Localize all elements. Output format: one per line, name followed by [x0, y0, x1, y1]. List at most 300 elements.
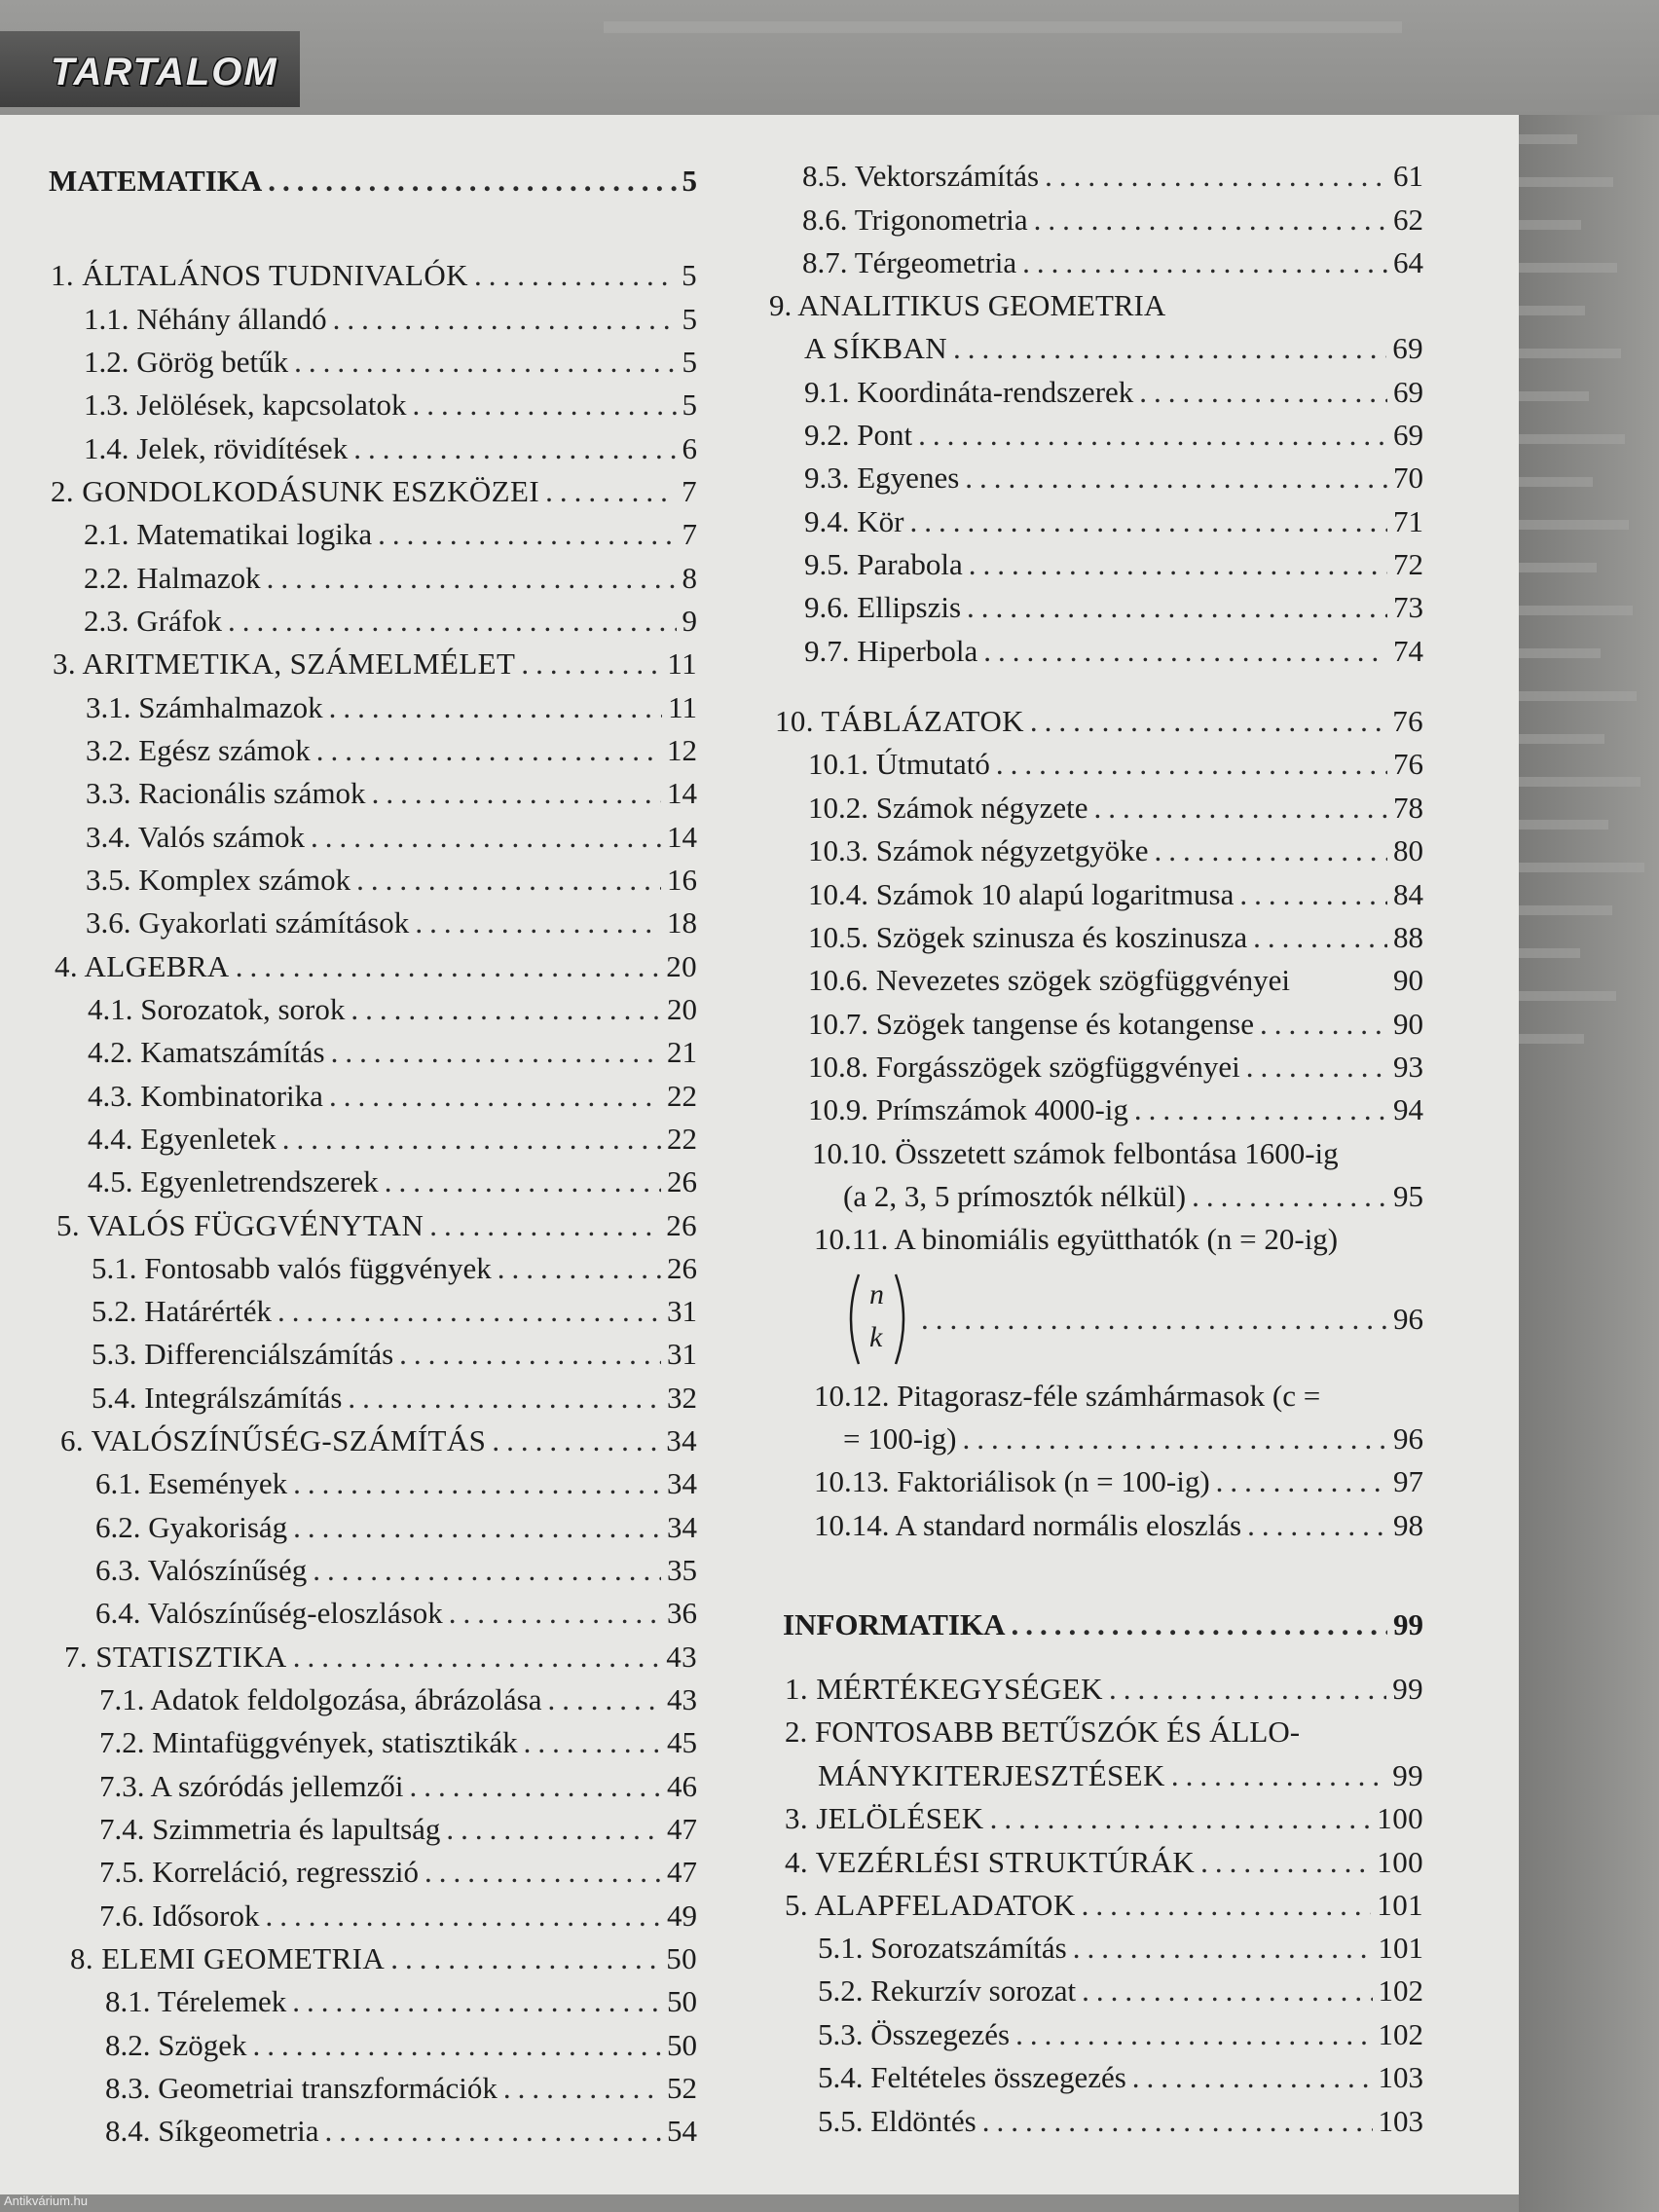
- page-number: 8: [682, 561, 697, 595]
- leader-dots: [1192, 1176, 1387, 1217]
- toc-entry[interactable]: [99, 1809, 697, 1850]
- toc-label: 5.3. Összegezés: [818, 2017, 1011, 2051]
- toc-label: 5.1. Fontosabb valós függvények: [92, 1251, 492, 1285]
- toc-entry[interactable]: [84, 299, 697, 340]
- toc-label: 7.1. Adatok feldolgozása, ábrázolása: [99, 1682, 542, 1716]
- leader-dots: [1082, 1971, 1372, 2011]
- toc-entry[interactable]: [84, 385, 697, 425]
- leader-dots: [292, 1981, 661, 2022]
- toc-label: 7. STATISZTIKA: [64, 1640, 287, 1674]
- page-number: 50: [667, 1984, 697, 2018]
- toc-entry[interactable]: [814, 1505, 1423, 1546]
- page-number: 61: [1393, 159, 1423, 193]
- toc-label: A SÍKBAN: [804, 331, 948, 365]
- page-number: 99: [1392, 1672, 1423, 1706]
- toc-chapter[interactable]: [785, 1842, 1423, 1883]
- toc-entry[interactable]: [804, 501, 1423, 542]
- toc-entry-line: 2. FONTOSABB BETŰSZÓK ÉS ÁLLO-: [785, 1714, 1301, 1749]
- toc-label: INFORMATIKA: [783, 1607, 1006, 1641]
- toc-label: 10. TÁBLÁZATOK: [775, 704, 1024, 738]
- page-number: 97: [1393, 1464, 1423, 1498]
- leader-dots: [236, 946, 661, 987]
- toc-label: 3.3. Racionális számok: [86, 776, 366, 810]
- toc-label: 10.4. Számok 10 alapú logaritmusa: [808, 877, 1235, 911]
- toc-label: 5.3. Differenciálszámítás: [92, 1337, 394, 1371]
- page-number: 16: [667, 863, 697, 897]
- leader-dots: [348, 1378, 661, 1419]
- toc-entry[interactable]: [95, 1593, 697, 1634]
- toc-label: 8.7. Térgeometria: [802, 245, 1017, 279]
- page-number: 74: [1393, 634, 1423, 668]
- toc-entry[interactable]: [88, 1032, 697, 1073]
- toc-entry[interactable]: [818, 2057, 1423, 2098]
- toc-chapter[interactable]: [64, 1637, 697, 1677]
- toc-label: 1.2. Görög betűk: [84, 345, 289, 379]
- page-number: 54: [667, 2114, 697, 2148]
- leader-dots: [372, 773, 661, 814]
- toc-entry[interactable]: [804, 372, 1423, 413]
- leader-dots: [293, 1463, 661, 1504]
- page-number: 5: [682, 345, 697, 379]
- toc-label: 5.5. Eldöntés: [818, 2104, 977, 2138]
- toc-label: 10.6. Nevezetes szögek szögfüggvényei: [808, 963, 1290, 997]
- leader-dots: [1073, 1928, 1373, 1969]
- toc-entry[interactable]: [86, 860, 697, 901]
- page-number: 21: [667, 1035, 697, 1069]
- toc-label: 7.6. Idősorok: [99, 1899, 260, 1933]
- page-number: 14: [667, 776, 697, 810]
- toc-label: 3.2. Egész számok: [86, 733, 311, 767]
- toc-chapter[interactable]: [785, 1669, 1423, 1710]
- toc-entry[interactable]: [808, 917, 1423, 958]
- leader-dots: [412, 385, 676, 425]
- page-number: 96: [1393, 1421, 1423, 1456]
- page-number: 11: [668, 690, 697, 724]
- toc-entry[interactable]: [105, 2025, 697, 2066]
- page-number: 34: [667, 1510, 697, 1544]
- show-through-line: [1519, 391, 1589, 401]
- show-through-line: [1519, 905, 1612, 915]
- toc-label: 5. VALÓS FÜGGVÉNYTAN: [56, 1208, 424, 1242]
- toc-entry[interactable]: [818, 2014, 1423, 2055]
- toc-section-heading[interactable]: [783, 1604, 1423, 1645]
- page-number: 6: [682, 431, 697, 465]
- toc-entry[interactable]: [804, 631, 1423, 672]
- page-number: 100: [1377, 1845, 1423, 1879]
- page-number: 90: [1393, 963, 1423, 997]
- toc-chapter[interactable]: [51, 255, 697, 296]
- show-through-line: [1519, 134, 1577, 144]
- toc-entry[interactable]: [915, 1299, 1423, 1340]
- toc-entry[interactable]: [84, 342, 697, 383]
- toc-label: 8.5. Vektorszámítás: [802, 159, 1040, 193]
- toc-entry[interactable]: [95, 1507, 697, 1548]
- leader-dots: [329, 687, 663, 728]
- toc-chapter[interactable]: [818, 1755, 1423, 1796]
- toc-chapter[interactable]: [775, 701, 1423, 742]
- page-number: 43: [667, 1682, 697, 1716]
- show-through-text: [604, 21, 1402, 33]
- leader-dots: [316, 730, 661, 771]
- toc-entry[interactable]: [92, 1248, 697, 1289]
- page-number: 26: [667, 1164, 697, 1198]
- leader-dots: [429, 1205, 660, 1246]
- page-number: 46: [667, 1769, 697, 1803]
- show-through-line: [1519, 263, 1617, 273]
- leader-dots: [313, 1550, 661, 1591]
- leader-dots: [268, 161, 676, 202]
- leader-dots: [311, 817, 661, 858]
- leader-dots: [1011, 1604, 1387, 1645]
- leader-dots: [548, 1679, 662, 1720]
- leader-dots: [333, 299, 677, 340]
- toc-chapter[interactable]: [60, 1420, 697, 1461]
- toc-label: 3. JELÖLÉSEK: [785, 1801, 984, 1835]
- leader-dots: [1139, 372, 1387, 413]
- toc-label: 5.1. Sorozatszámítás: [818, 1931, 1067, 1965]
- toc-label: 7.4. Szimmetria és lapultság: [99, 1812, 441, 1846]
- toc-label: 9.3. Egyenes: [804, 461, 960, 495]
- leader-dots: [228, 601, 676, 642]
- leader-dots: [424, 1852, 661, 1893]
- toc-entry[interactable]: [804, 415, 1423, 456]
- toc-label: MÁNYKITERJESZTÉSEK: [818, 1758, 1165, 1792]
- leader-dots: [503, 2068, 661, 2109]
- show-through-line: [1519, 734, 1604, 744]
- leader-dots: [990, 1798, 1372, 1839]
- leader-dots: [265, 1896, 661, 1936]
- toc-label: 6. VALÓSZÍNŰSÉG-SZÁMÍTÁS: [60, 1423, 487, 1457]
- leader-dots: [953, 328, 1386, 369]
- page-number: 50: [667, 2028, 697, 2062]
- show-through-line: [1519, 648, 1601, 658]
- page-number: 102: [1378, 1973, 1423, 2008]
- show-through-line: [1519, 349, 1621, 358]
- toc-entry[interactable]: [99, 1679, 697, 1720]
- toc-chapter[interactable]: [785, 1798, 1423, 1839]
- leader-dots: [1132, 2057, 1373, 2098]
- leader-dots: [474, 255, 676, 296]
- page-number: 88: [1393, 920, 1423, 954]
- toc-label: = 100-ig): [843, 1421, 957, 1456]
- page-number: 62: [1393, 203, 1423, 237]
- toc-label: 6.4. Valószínűség-eloszlások: [95, 1596, 443, 1630]
- page-number: 5: [682, 387, 697, 422]
- page-number: 49: [667, 1899, 697, 1933]
- leader-dots: [1239, 874, 1387, 915]
- toc-entry[interactable]: [808, 744, 1423, 785]
- page-number: 93: [1393, 1050, 1423, 1084]
- show-through-line: [1519, 863, 1644, 872]
- toc-label: 10.9. Prímszámok 4000-ig: [808, 1092, 1128, 1126]
- leader-dots: [325, 2111, 661, 2152]
- show-through-line: [1519, 520, 1629, 530]
- page-number: 26: [666, 1208, 697, 1242]
- leader-dots: [1171, 1755, 1386, 1796]
- page-number: 99: [1393, 1607, 1423, 1641]
- page-number: 11: [667, 646, 697, 681]
- leader-dots: [1253, 917, 1387, 958]
- toc-label: 2. GONDOLKODÁSUNK ESZKÖZEI: [51, 474, 540, 508]
- page-number: 50: [666, 1941, 697, 1975]
- page-number: 22: [667, 1079, 697, 1113]
- toc-label: 9.1. Koordináta-rendszerek: [804, 375, 1134, 409]
- toc-entry[interactable]: [86, 817, 697, 858]
- toc-label: 1. ÁLTALÁNOS TUDNIVALÓK: [51, 258, 468, 292]
- show-through-line: [1519, 220, 1581, 230]
- leader-dots: [1034, 200, 1387, 240]
- toc-entry[interactable]: [84, 428, 697, 469]
- leader-dots: [521, 644, 661, 684]
- page-number: 47: [667, 1812, 697, 1846]
- leader-dots: [1109, 1669, 1386, 1710]
- page-bottom-edge: [0, 2194, 1519, 2212]
- toc-entry-line: 10.11. A binomiális együtthatók (n = 20-ig): [814, 1222, 1339, 1256]
- toc-entry[interactable]: [808, 1089, 1423, 1130]
- leader-dots: [294, 342, 676, 383]
- toc-entry[interactable]: [92, 1378, 697, 1419]
- page-number: 96: [1393, 1302, 1423, 1336]
- toc-label: 9.4. Kör: [804, 504, 904, 538]
- leader-dots: [1045, 156, 1387, 197]
- toc-entry[interactable]: [88, 1119, 697, 1160]
- toc-label: 4.3. Kombinatorika: [88, 1079, 323, 1113]
- leader-dots: [385, 1161, 661, 1202]
- toc-entry[interactable]: [808, 1004, 1423, 1045]
- page-number: 20: [666, 949, 697, 983]
- page-number: 78: [1393, 791, 1423, 825]
- toc-entry[interactable]: [84, 558, 697, 599]
- toc-label: 9.5. Parabola: [804, 547, 963, 581]
- page-number: 76: [1392, 704, 1423, 738]
- page-number: 64: [1393, 245, 1423, 279]
- leader-dots: [390, 1938, 660, 1979]
- toc-entry[interactable]: [86, 903, 697, 943]
- binomial-n: n: [869, 1278, 884, 1310]
- page-number: 5: [682, 164, 697, 198]
- toc-entry[interactable]: [86, 687, 697, 728]
- leader-dots: [983, 631, 1387, 672]
- page-number: 69: [1392, 331, 1423, 365]
- toc-label: 10.1. Útmutató: [808, 747, 990, 781]
- page-number: 12: [667, 733, 697, 767]
- toc-entry-line: 10.10. Összetett számok felbontása 1600-ig: [812, 1136, 1339, 1170]
- toc-entry[interactable]: [92, 1334, 697, 1375]
- leader-dots: [353, 428, 676, 469]
- toc-entry[interactable]: [804, 544, 1423, 585]
- leader-dots: [293, 1507, 661, 1548]
- toc-label: MATEMATIKA: [49, 164, 263, 198]
- page-number: 102: [1378, 2017, 1423, 2051]
- show-through-line: [1519, 563, 1597, 572]
- page-number: 101: [1378, 1931, 1423, 1965]
- toc-label: 2.3. Gráfok: [84, 604, 223, 638]
- toc-label: 8.3. Geometriai transzformációk: [105, 2071, 498, 2105]
- toc-entry[interactable]: [99, 1766, 697, 1807]
- page-number: 14: [667, 820, 697, 854]
- page-number: 5: [682, 258, 697, 292]
- leader-dots: [1246, 1047, 1387, 1088]
- toc-label: 4.4. Egyenletek: [88, 1122, 276, 1156]
- toc-label: 5.4. Integrálszámítás: [92, 1381, 343, 1415]
- toc-label: 8.6. Trigonometria: [802, 203, 1028, 237]
- toc-entry[interactable]: [88, 1076, 697, 1117]
- toc-label: 1. MÉRTÉKEGYSÉGEK: [785, 1672, 1103, 1706]
- toc-entry[interactable]: [808, 874, 1423, 915]
- leader-dots: [282, 1119, 661, 1160]
- page-number: 34: [667, 1466, 697, 1500]
- toc-entry[interactable]: [808, 830, 1423, 871]
- leader-dots: [293, 1637, 660, 1677]
- page-number: 72: [1393, 547, 1423, 581]
- toc-label: 9.7. Hiperbola: [804, 634, 978, 668]
- leader-dots: [331, 1032, 661, 1073]
- leader-dots: [1155, 830, 1387, 871]
- toc-entry[interactable]: [95, 1463, 697, 1504]
- toc-chapter[interactable]: [55, 946, 697, 987]
- leader-dots: [963, 1419, 1388, 1459]
- toc-entry[interactable]: [88, 1161, 697, 1202]
- leader-dots: [967, 587, 1387, 628]
- facing-page-edge: [1519, 115, 1659, 2212]
- leader-dots: [1022, 242, 1387, 283]
- toc-entry[interactable]: [814, 1461, 1423, 1502]
- toc-section-heading[interactable]: [49, 161, 697, 202]
- toc-label: 10.13. Faktoriálisok (n = 100-ig): [814, 1464, 1210, 1498]
- toc-entry[interactable]: [86, 730, 697, 771]
- page-number: 98: [1393, 1508, 1423, 1542]
- toc-label: 7.2. Mintafüggvények, statisztikák: [99, 1725, 518, 1759]
- page-number: 45: [667, 1725, 697, 1759]
- page-number: 47: [667, 1855, 697, 1889]
- leader-dots: [1134, 1089, 1387, 1130]
- show-through-line: [1519, 306, 1585, 315]
- toc-chapter[interactable]: [804, 328, 1423, 369]
- toc-entry[interactable]: [105, 1981, 697, 2022]
- leader-dots: [356, 860, 661, 901]
- page-number: 94: [1393, 1092, 1423, 1126]
- leader-dots: [277, 1291, 661, 1332]
- toc-label: 1.3. Jelölések, kapcsolatok: [84, 387, 407, 422]
- leader-dots: [415, 903, 661, 943]
- toc-label: 3.5. Komplex számok: [86, 863, 351, 897]
- page-number: 70: [1393, 461, 1423, 495]
- toc-entry[interactable]: [86, 773, 697, 814]
- page-number: 71: [1393, 504, 1423, 538]
- toc-entry[interactable]: [88, 989, 697, 1030]
- toc-label: 5.4. Feltételes összegezés: [818, 2060, 1126, 2094]
- show-through-line: [1519, 991, 1616, 1001]
- toc-entry[interactable]: [105, 2068, 697, 2109]
- page-number: 43: [666, 1640, 697, 1674]
- page-number: 32: [667, 1381, 697, 1415]
- toc-label: 1.1. Néhány állandó: [84, 302, 327, 336]
- toc-label: 4.1. Sorozatok, sorok: [88, 992, 346, 1026]
- toc-entry[interactable]: [808, 788, 1423, 829]
- show-through-line: [1519, 948, 1580, 958]
- leader-dots: [1082, 1885, 1372, 1926]
- toc-entry[interactable]: [818, 1971, 1423, 2011]
- page-number: 84: [1393, 877, 1423, 911]
- toc-chapter[interactable]: [53, 644, 697, 684]
- leader-dots: [492, 1420, 660, 1461]
- toc-entry[interactable]: [99, 1852, 697, 1893]
- toc-chapter[interactable]: [785, 1885, 1423, 1926]
- toc-label: 6.1. Események: [95, 1466, 288, 1500]
- page-number: 52: [667, 2071, 697, 2105]
- leader-dots: [909, 501, 1387, 542]
- left-paren: [851, 1274, 859, 1364]
- toc-label: 5.2. Rekurzív sorozat: [818, 1973, 1077, 2008]
- toc-entry[interactable]: [808, 1047, 1423, 1088]
- leader-dots: [918, 415, 1387, 456]
- page-number: 90: [1393, 1007, 1423, 1041]
- leader-dots: [253, 2025, 661, 2066]
- toc-entry[interactable]: [843, 1176, 1423, 1217]
- toc-label: 5.2. Határérték: [92, 1294, 273, 1328]
- page-number: 31: [667, 1294, 697, 1328]
- toc-chapter[interactable]: [70, 1938, 697, 1979]
- page-number: 69: [1393, 375, 1423, 409]
- leader-dots: [399, 1334, 661, 1375]
- toc-entry[interactable]: [802, 200, 1423, 240]
- toc-entry[interactable]: [99, 1722, 697, 1763]
- toc-label: 8.2. Szögek: [105, 2028, 247, 2062]
- toc-entry[interactable]: [84, 601, 697, 642]
- toc-entry[interactable]: [92, 1291, 697, 1332]
- page-number: 100: [1377, 1801, 1423, 1835]
- leader-dots: [965, 458, 1387, 498]
- toc-entry[interactable]: [802, 242, 1423, 283]
- leader-dots: [524, 1722, 661, 1763]
- page-number: 35: [667, 1553, 697, 1587]
- toc-label: 3. ARITMETIKA, SZÁMELMÉLET: [53, 646, 516, 681]
- toc-entry[interactable]: [843, 1419, 1423, 1459]
- page-number: 95: [1393, 1179, 1423, 1213]
- page-number: 22: [667, 1122, 697, 1156]
- show-through-line: [1519, 777, 1641, 787]
- toc-entry[interactable]: [808, 960, 1423, 1001]
- toc-entry[interactable]: [95, 1550, 697, 1591]
- leader-dots: [350, 989, 661, 1030]
- toc-entry[interactable]: [818, 1928, 1423, 1969]
- toc-entry[interactable]: [818, 2101, 1423, 2142]
- page-number: 26: [667, 1251, 697, 1285]
- page-number: 7: [682, 474, 697, 508]
- toc-entry-line: 10.12. Pitagorasz-féle számhármasok (c =: [814, 1379, 1321, 1413]
- show-through-line: [1519, 691, 1637, 701]
- toc-entry[interactable]: [802, 156, 1423, 197]
- leader-dots: [378, 514, 676, 555]
- toc-chapter[interactable]: [56, 1205, 697, 1246]
- toc-entry[interactable]: [99, 1896, 697, 1936]
- show-through-line: [1519, 477, 1593, 487]
- toc-chapter[interactable]: [51, 471, 697, 512]
- leader-dots: [446, 1809, 661, 1850]
- toc-entry[interactable]: [105, 2111, 697, 2152]
- toc-entry[interactable]: [84, 514, 697, 555]
- toc-label: 6.2. Gyakoriság: [95, 1510, 288, 1544]
- toc-entry[interactable]: [804, 587, 1423, 628]
- page-number: 9: [682, 604, 697, 638]
- toc-label: 3.6. Gyakorlati számítások: [86, 905, 410, 940]
- leader-dots: [1216, 1461, 1387, 1502]
- leader-dots: [1015, 2014, 1372, 2055]
- leader-dots: [410, 1766, 661, 1807]
- page-number: 76: [1393, 747, 1423, 781]
- page-number: 7: [682, 517, 697, 551]
- toc-entry[interactable]: [804, 458, 1423, 498]
